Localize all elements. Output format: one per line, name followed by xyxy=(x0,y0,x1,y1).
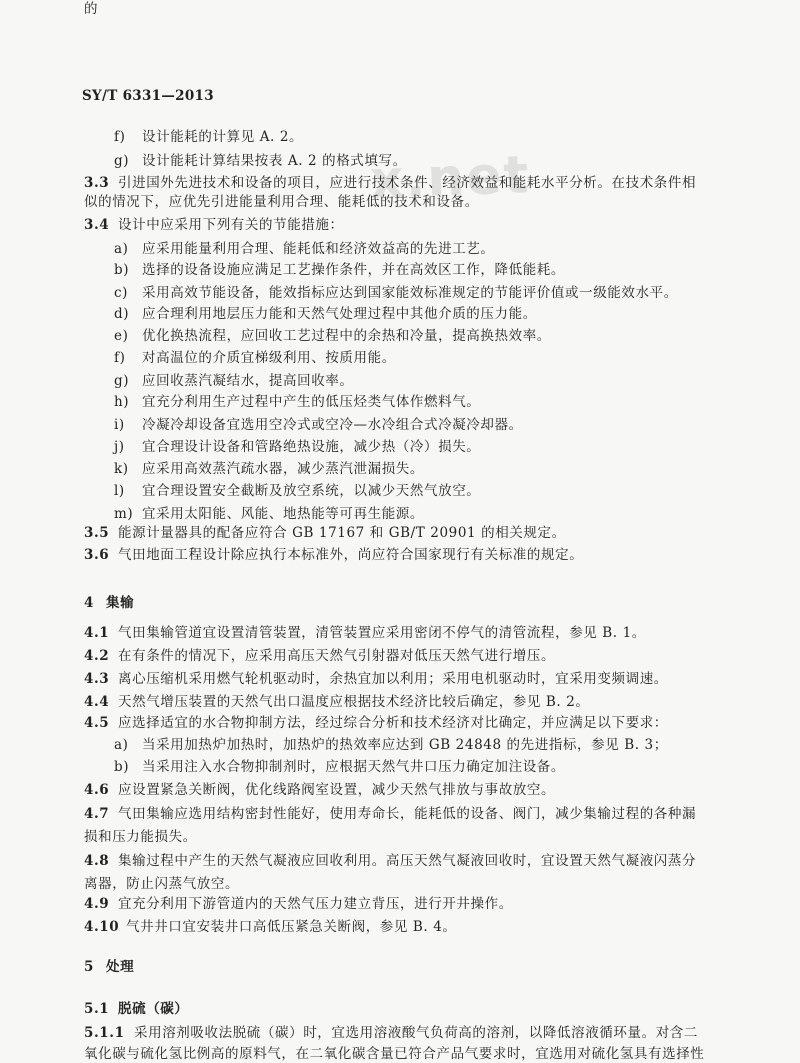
clause-line xyxy=(84,805,696,823)
clause-line xyxy=(84,594,134,612)
list-item xyxy=(114,128,303,146)
clause-number: 4.9 xyxy=(84,896,110,912)
clause-number: 4.3 xyxy=(84,671,110,687)
clause-line xyxy=(84,781,555,799)
clause-text: 似的情况下，应优先引进能量利用合理、能耗低的技术和设备。 xyxy=(84,194,479,210)
clause-text: 设计能耗计算结果按表 A. 2 的格式填写。 xyxy=(142,153,407,169)
clause-text: 当采用注入水合物抑制剂时，应根据天然气井口压力确定加注设备。 xyxy=(142,759,565,775)
clause-line xyxy=(84,714,668,732)
clause-text: 选择的设备设施应满足工艺操作条件，并在高效区工作，降低能耗。 xyxy=(142,262,565,278)
clause-text: 设计能耗的计算见 A. 2。 xyxy=(142,129,304,145)
clause-number: 5.1.1 xyxy=(84,1025,125,1041)
item-label: c) xyxy=(114,285,129,301)
item-label: k) xyxy=(114,461,129,477)
clause-text: 当采用加热炉加热时，加热炉的热效率应达到 GB 24848 的先进指标，参见 B. 3； xyxy=(142,737,668,753)
clause-text: 气田集输应选用结构密封性能好，使用寿命长，能耗低的设备、阀门，减少集输过程的各种漏 xyxy=(118,806,697,822)
clause-line xyxy=(84,216,344,234)
item-label: d) xyxy=(114,306,130,322)
continuation-line xyxy=(84,875,239,893)
clause-text: 氧化碳与硫化氢比例高的原料气，在二氧化碳含量已符合产品气要求时，宜选用对硫化氢具有选择性 xyxy=(84,1046,705,1062)
clause-text: 应设置紧急关断阀，优化线路阀室设置，减少天然气排放与事故放空。 xyxy=(118,782,556,798)
item-label: m) xyxy=(114,506,134,522)
clause-text: 设计中应采用下列有关的节能措施： xyxy=(118,217,344,233)
clause-text: 应采用高效蒸汽疏水器，减少蒸汽泄漏损失。 xyxy=(142,461,424,477)
list-item xyxy=(114,305,537,323)
clause-number: 3.4 xyxy=(84,217,110,233)
item-label: f) xyxy=(114,129,126,145)
clause-number: 3.3 xyxy=(84,175,110,191)
list-item xyxy=(114,240,495,258)
item-label: h) xyxy=(114,394,130,410)
clause-text: 宜充分利用生产过程中产生的低压烃类气体作燃料气。 xyxy=(142,394,481,410)
continuation-line xyxy=(84,1045,704,1063)
list-item xyxy=(114,482,480,500)
list-item xyxy=(114,758,565,776)
item-label: f) xyxy=(114,350,126,366)
clause-number: 4.2 xyxy=(84,648,110,664)
item-label: b) xyxy=(114,262,130,278)
clause-text: 采用高效节能设备，能效指标应达到国家能效标准规定的节能评价值或一级能效水平。 xyxy=(142,285,678,301)
clause-number: 5.1 xyxy=(84,1001,110,1017)
clause-number: 4.10 xyxy=(84,919,120,935)
clause-line xyxy=(84,852,696,870)
clause-line xyxy=(84,918,456,936)
clause-text: 天然气增压装置的天然气出口温度应根据技术经济比较后确定，参见 B. 2。 xyxy=(118,694,590,710)
clause-text: 应采用能量利用合理、能耗低和经济效益高的先进工艺。 xyxy=(142,241,495,257)
section-heading: 处理 xyxy=(106,959,135,975)
clause-number: 4 xyxy=(84,595,94,611)
clause-line xyxy=(84,895,513,913)
standard-number-header: SY/T 6331—2013 xyxy=(82,88,214,104)
item-label: a) xyxy=(114,737,129,753)
list-item xyxy=(114,372,354,390)
clause-text: 应选择适宜的水合物抑制方法，经过综合分析和技术经济对比确定，并应满足以下要求： xyxy=(118,715,668,731)
clause-text: 宜采用太阳能、风能、地热能等可再生能源。 xyxy=(142,506,424,522)
clause-number: 5 xyxy=(84,959,94,975)
list-item xyxy=(114,438,480,456)
item-label: l) xyxy=(114,483,125,499)
list-item xyxy=(114,327,551,345)
clause-text: 对高温位的介质宜梯级利用、按质用能。 xyxy=(142,350,396,366)
list-item xyxy=(114,505,424,523)
clause-line xyxy=(84,647,555,665)
clause-line xyxy=(84,958,134,976)
clause-text: 气井井口宜安装井口高低压紧急关断阀，参见 B. 4。 xyxy=(126,919,457,935)
item-label: a) xyxy=(114,241,129,257)
section-heading: 脱硫（碳） xyxy=(118,1001,189,1017)
clause-text: 集输过程中产生的天然气凝液应回收利用。高压天然气凝液回收时，宜设置天然气凝液闪蒸分 xyxy=(118,853,697,869)
clause-text: 宜充分利用下游管道内的天然气压力建立背压，进行开井操作。 xyxy=(118,896,513,912)
clause-line xyxy=(84,524,566,542)
clause-text: 气田地面工程设计除应执行本标准外，尚应符合国家现行有关标准的规定。 xyxy=(118,547,584,563)
clause-line xyxy=(84,174,696,192)
clause-text: 能源计量器具的配备应符合 GB 17167 和 GB/T 20901 的相关规定。 xyxy=(118,525,566,541)
clause-line xyxy=(84,1000,189,1018)
clause-line xyxy=(84,624,646,642)
section-heading: 集输 xyxy=(106,595,135,611)
clause-line xyxy=(84,546,583,564)
clause-number: 4.8 xyxy=(84,853,110,869)
watermark: x.net xyxy=(369,145,532,211)
item-label: j) xyxy=(114,439,125,455)
clause-text: 冷凝冷却设备宜选用空冷式或空冷—水冷组合式冷凝冷却器。 xyxy=(142,417,523,433)
clause-number: 4.6 xyxy=(84,782,110,798)
clause-text: 离器，防止闪蒸气放空。 xyxy=(84,876,240,892)
clause-line xyxy=(84,693,589,711)
list-item xyxy=(114,349,396,367)
clause-text: 引进国外先进技术和设备的项目，应进行技术条件、经济效益和能耗水平分析。在技术条件相 xyxy=(118,175,697,191)
clause-line xyxy=(84,1024,698,1042)
continuation-line xyxy=(84,0,98,18)
continuation-line xyxy=(84,828,197,846)
clause-text: 离心压缩机采用燃气轮机驱动时，余热宜加以利用；采用电机驱动时，宜采用变频调速。 xyxy=(118,671,668,687)
list-item xyxy=(114,460,424,478)
clause-text: 损和压力能损失。 xyxy=(84,829,197,845)
clause-number: 4.7 xyxy=(84,806,110,822)
clause-text: 优化换热流程，应回收工艺过程中的余热和冷量，提高换热效率。 xyxy=(142,328,551,344)
item-label: e) xyxy=(114,328,129,344)
clause-text: 气田集输管道宜设置清管装置，清管装置应采用密闭不停气的清管流程，参见 B. 1。 xyxy=(118,625,646,641)
item-label: i) xyxy=(114,417,125,433)
clause-text: 宜合理设置安全截断及放空系统，以减少天然气放空。 xyxy=(142,483,481,499)
clause-text: 应合理利用地层压力能和天然气处理过程中其他介质的压力能。 xyxy=(142,306,537,322)
clause-number: 3.6 xyxy=(84,547,110,563)
clause-line xyxy=(84,670,668,688)
clause-text: 应回收蒸汽凝结水，提高回收率。 xyxy=(142,373,354,389)
list-item xyxy=(114,736,668,754)
list-item xyxy=(114,284,678,302)
list-item xyxy=(114,152,407,170)
item-label: b) xyxy=(114,759,130,775)
list-item xyxy=(114,261,565,279)
list-item xyxy=(114,393,480,411)
item-label: g) xyxy=(114,153,130,169)
clause-text: 在有条件的情况下，应采用高压天然气引射器对低压天然气进行增压。 xyxy=(118,648,556,664)
clause-number: 4.5 xyxy=(84,715,110,731)
continuation-line xyxy=(84,193,479,211)
item-label: g) xyxy=(114,373,130,389)
list-item xyxy=(114,416,523,434)
clause-text: 采用溶剂吸收法脱硫（碳）时，宜选用溶液酸气负荷高的溶剂，以降低溶液循环量。对含二 xyxy=(134,1025,698,1041)
clause-text: 的 xyxy=(84,1,99,17)
clause-number: 3.5 xyxy=(84,525,110,541)
clause-number: 4.1 xyxy=(84,625,110,641)
clause-number: 4.4 xyxy=(84,694,110,710)
clause-text: 宜合理设计设备和管路绝热设施，减少热（冷）损失。 xyxy=(142,439,481,455)
